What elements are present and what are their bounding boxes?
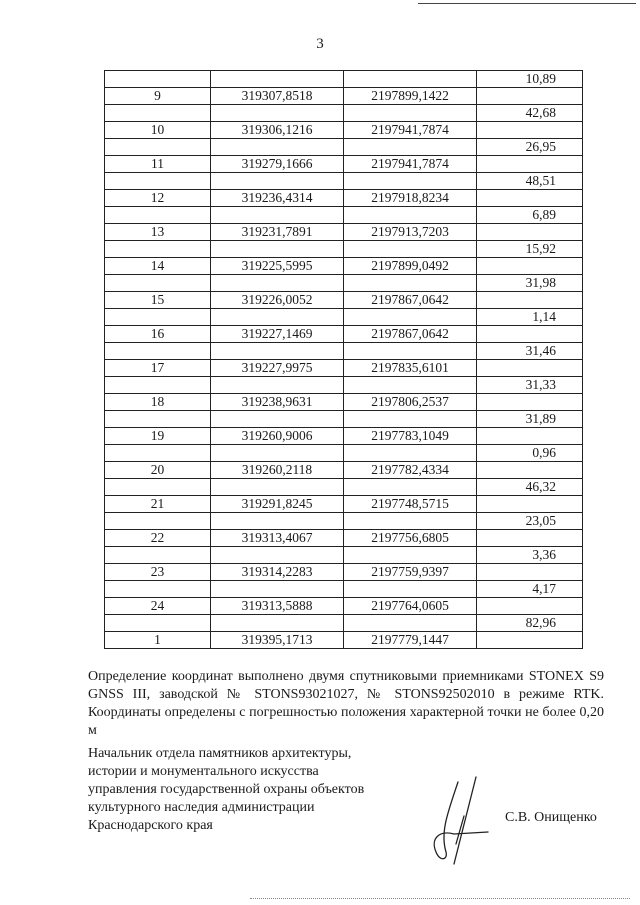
distance-cell: [477, 598, 583, 615]
x-coordinate-cell: [211, 275, 344, 292]
x-coordinate-cell: [211, 581, 344, 598]
x-coordinate-cell: [211, 445, 344, 462]
point-number-cell: 13: [105, 224, 211, 241]
x-coordinate-cell: [211, 173, 344, 190]
distance-cell: 48,51: [477, 173, 583, 190]
distance-row: [105, 173, 583, 190]
distance-row: [105, 411, 583, 428]
x-coordinate-cell: [211, 547, 344, 564]
distance-cell: [477, 122, 583, 139]
point-row: [105, 258, 583, 275]
distance-cell: [477, 156, 583, 173]
distance-cell: 46,32: [477, 479, 583, 496]
x-coordinate-cell: [211, 479, 344, 496]
y-coordinate-cell: [344, 207, 477, 224]
distance-cell: [477, 88, 583, 105]
point-number-cell: 14: [105, 258, 211, 275]
distance-row: [105, 547, 583, 564]
point-number-cell: [105, 309, 211, 326]
point-number-cell: [105, 105, 211, 122]
point-number-cell: 10: [105, 122, 211, 139]
point-number-cell: [105, 445, 211, 462]
point-row: [105, 462, 583, 479]
distance-cell: [477, 632, 583, 649]
y-coordinate-cell: 2197764,0605: [344, 598, 477, 615]
distance-cell: 31,98: [477, 275, 583, 292]
distance-row: [105, 513, 583, 530]
y-coordinate-cell: [344, 105, 477, 122]
distance-cell: [477, 394, 583, 411]
x-coordinate-cell: [211, 411, 344, 428]
x-coordinate-cell: 319238,9631: [211, 394, 344, 411]
distance-row: [105, 309, 583, 326]
x-coordinate-cell: [211, 343, 344, 360]
x-coordinate-cell: 319226,0052: [211, 292, 344, 309]
signatory-title-line: Краснодарского края: [88, 818, 213, 833]
y-coordinate-cell: 2197867,0642: [344, 292, 477, 309]
distance-cell: [477, 496, 583, 513]
distance-row: [105, 139, 583, 156]
point-number-cell: 17: [105, 360, 211, 377]
point-number-cell: [105, 479, 211, 496]
point-number-cell: [105, 513, 211, 530]
y-coordinate-cell: 2197918,8234: [344, 190, 477, 207]
y-coordinate-cell: 2197941,7874: [344, 122, 477, 139]
point-number-cell: 21: [105, 496, 211, 513]
distance-cell: 15,92: [477, 241, 583, 258]
y-coordinate-cell: [344, 139, 477, 156]
point-number-cell: 22: [105, 530, 211, 547]
point-number-cell: 15: [105, 292, 211, 309]
top-rule: [418, 3, 636, 4]
y-coordinate-cell: 2197782,4334: [344, 462, 477, 479]
y-coordinate-cell: [344, 411, 477, 428]
distance-row: [105, 207, 583, 224]
x-coordinate-cell: [211, 241, 344, 258]
distance-row: [105, 343, 583, 360]
distance-cell: [477, 530, 583, 547]
x-coordinate-cell: 319291,8245: [211, 496, 344, 513]
point-row: [105, 428, 583, 445]
x-coordinate-cell: [211, 139, 344, 156]
x-coordinate-cell: 319227,1469: [211, 326, 344, 343]
signatory-title: [88, 745, 428, 835]
signatory-title-line: Начальник отдела памятников архитектуры,: [88, 746, 352, 761]
x-coordinate-cell: 319227,9975: [211, 360, 344, 377]
bottom-scan-edge: [250, 898, 630, 899]
distance-cell: [477, 190, 583, 207]
point-number-cell: [105, 71, 211, 88]
point-number-cell: 11: [105, 156, 211, 173]
y-coordinate-cell: [344, 71, 477, 88]
y-coordinate-cell: 2197899,1422: [344, 88, 477, 105]
distance-cell: 82,96: [477, 615, 583, 632]
x-coordinate-cell: 319279,1666: [211, 156, 344, 173]
point-row: [105, 360, 583, 377]
x-coordinate-cell: [211, 105, 344, 122]
distance-cell: [477, 326, 583, 343]
x-coordinate-cell: 319225,5995: [211, 258, 344, 275]
y-coordinate-cell: 2197913,7203: [344, 224, 477, 241]
y-coordinate-cell: 2197867,0642: [344, 326, 477, 343]
x-coordinate-cell: 319236,4314: [211, 190, 344, 207]
y-coordinate-cell: 2197941,7874: [344, 156, 477, 173]
point-row: [105, 496, 583, 513]
point-number-cell: [105, 139, 211, 156]
distance-cell: 23,05: [477, 513, 583, 530]
y-coordinate-cell: [344, 547, 477, 564]
point-number-cell: [105, 275, 211, 292]
distance-row: [105, 581, 583, 598]
distance-row: [105, 105, 583, 122]
point-row: [105, 394, 583, 411]
y-coordinate-cell: 2197748,5715: [344, 496, 477, 513]
distance-cell: [477, 292, 583, 309]
point-number-cell: 20: [105, 462, 211, 479]
distance-row: [105, 71, 583, 88]
point-number-cell: 23: [105, 564, 211, 581]
distance-row: [105, 445, 583, 462]
distance-cell: [477, 258, 583, 275]
x-coordinate-cell: 319313,4067: [211, 530, 344, 547]
point-number-cell: [105, 207, 211, 224]
y-coordinate-cell: [344, 173, 477, 190]
distance-cell: [477, 360, 583, 377]
distance-cell: 3,36: [477, 547, 583, 564]
distance-cell: 31,46: [477, 343, 583, 360]
distance-cell: 26,95: [477, 139, 583, 156]
y-coordinate-cell: [344, 275, 477, 292]
x-coordinate-cell: 319307,8518: [211, 88, 344, 105]
coordinates-note: Определение координат выполнено двумя спутниковыми приемниками STONEX S9 GNSS III, заводской № STONS93021027, № STONS92502010 в режиме RTK. Координаты определены с погрешностью положения характерной точки не более 0,20 м: [88, 669, 604, 738]
x-coordinate-cell: 319314,2283: [211, 564, 344, 581]
x-coordinate-cell: 319395,1713: [211, 632, 344, 649]
page-number: 3: [316, 36, 324, 52]
x-coordinate-cell: [211, 615, 344, 632]
y-coordinate-cell: 2197759,9397: [344, 564, 477, 581]
y-coordinate-cell: [344, 479, 477, 496]
signatory-title-line: управления государственной охраны объектов: [88, 782, 365, 797]
point-row: [105, 530, 583, 547]
y-coordinate-cell: [344, 615, 477, 632]
point-row: [105, 292, 583, 309]
x-coordinate-cell: 319231,7891: [211, 224, 344, 241]
point-number-cell: [105, 343, 211, 360]
point-number-cell: 16: [105, 326, 211, 343]
point-row: [105, 564, 583, 581]
coordinates-table: [104, 70, 583, 649]
distance-cell: 0,96: [477, 445, 583, 462]
point-number-cell: [105, 377, 211, 394]
y-coordinate-cell: 2197806,2537: [344, 394, 477, 411]
point-row: [105, 156, 583, 173]
signatory-title-line: культурного наследия администрации: [88, 800, 315, 815]
point-number-cell: [105, 411, 211, 428]
distance-row: [105, 479, 583, 496]
point-number-cell: 18: [105, 394, 211, 411]
distance-cell: 31,33: [477, 377, 583, 394]
signatory-name: С.В. Онищенко: [505, 810, 597, 825]
x-coordinate-cell: [211, 377, 344, 394]
distance-cell: 6,89: [477, 207, 583, 224]
distance-cell: 42,68: [477, 105, 583, 122]
y-coordinate-cell: [344, 445, 477, 462]
point-number-cell: 9: [105, 88, 211, 105]
x-coordinate-cell: 319260,9006: [211, 428, 344, 445]
distance-row: [105, 275, 583, 292]
y-coordinate-cell: [344, 241, 477, 258]
handwritten-signature: [418, 772, 498, 867]
y-coordinate-cell: [344, 581, 477, 598]
y-coordinate-cell: 2197779,1447: [344, 632, 477, 649]
point-number-cell: [105, 173, 211, 190]
y-coordinate-cell: [344, 377, 477, 394]
y-coordinate-cell: 2197835,6101: [344, 360, 477, 377]
y-coordinate-cell: [344, 513, 477, 530]
point-number-cell: [105, 581, 211, 598]
point-row: [105, 122, 583, 139]
point-number-cell: 19: [105, 428, 211, 445]
distance-cell: 4,17: [477, 581, 583, 598]
distance-cell: 10,89: [477, 71, 583, 88]
point-number-cell: 1: [105, 632, 211, 649]
point-number-cell: 12: [105, 190, 211, 207]
x-coordinate-cell: 319313,5888: [211, 598, 344, 615]
x-coordinate-cell: [211, 513, 344, 530]
y-coordinate-cell: [344, 309, 477, 326]
y-coordinate-cell: [344, 343, 477, 360]
y-coordinate-cell: 2197899,0492: [344, 258, 477, 275]
signatory-title-line: истории и монументального искусства: [88, 764, 319, 779]
distance-row: [105, 377, 583, 394]
point-row: [105, 88, 583, 105]
point-number-cell: [105, 615, 211, 632]
distance-cell: 1,14: [477, 309, 583, 326]
x-coordinate-cell: [211, 309, 344, 326]
x-coordinate-cell: [211, 207, 344, 224]
distance-cell: [477, 428, 583, 445]
point-row: [105, 632, 583, 649]
point-number-cell: [105, 241, 211, 258]
x-coordinate-cell: 319260,2118: [211, 462, 344, 479]
point-row: [105, 190, 583, 207]
x-coordinate-cell: [211, 71, 344, 88]
y-coordinate-cell: 2197756,6805: [344, 530, 477, 547]
point-row: [105, 598, 583, 615]
point-number-cell: [105, 547, 211, 564]
y-coordinate-cell: 2197783,1049: [344, 428, 477, 445]
distance-cell: [477, 224, 583, 241]
distance-row: [105, 241, 583, 258]
distance-cell: 31,89: [477, 411, 583, 428]
distance-cell: [477, 564, 583, 581]
distance-cell: [477, 462, 583, 479]
point-number-cell: 24: [105, 598, 211, 615]
distance-row: [105, 615, 583, 632]
point-row: [105, 326, 583, 343]
x-coordinate-cell: 319306,1216: [211, 122, 344, 139]
point-row: [105, 224, 583, 241]
